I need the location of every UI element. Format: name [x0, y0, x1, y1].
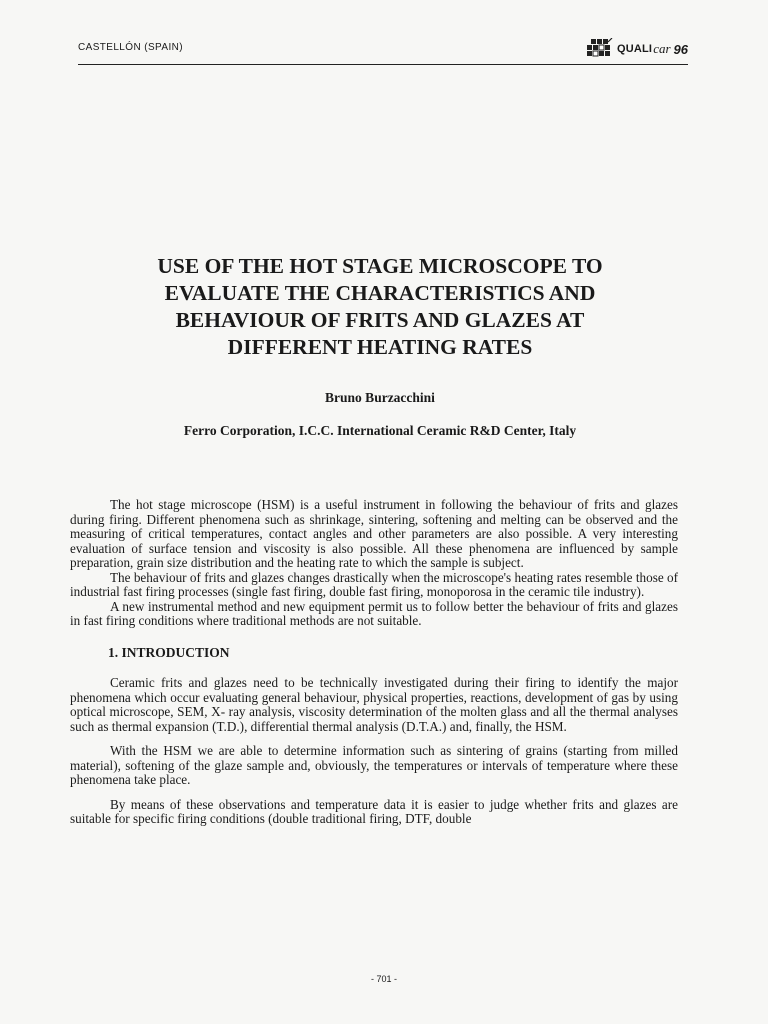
- paper-body: [70, 498, 678, 827]
- logo-year: 96: [673, 41, 688, 57]
- logo-script: car: [653, 41, 671, 56]
- title-line: BEHAVIOUR OF FRITS AND GLAZES AT: [175, 308, 585, 332]
- author-name: Bruno Burzacchini: [325, 390, 435, 405]
- logo-wordmark: QUALI: [616, 43, 653, 55]
- conference-location: CASTELLÓN (SPAIN): [78, 42, 183, 53]
- conference-logo: [585, 37, 688, 61]
- body-paragraph: With the HSM we are able to determine information such as sintering of grains (starting from milled material), softening of the glaze sample and, obviously, the temperatures or intervals of temperature where these phenomena take place.: [70, 743, 678, 787]
- title-line: USE OF THE HOT STAGE MICROSCOPE TO: [157, 254, 603, 278]
- qualicer-logo-mark-icon: [585, 38, 613, 60]
- abstract-paragraph: The behaviour of frits and glazes changes drastically when the microscope's heating rates resemble those of industrial fast firing processes (single fast firing, double fast firing, monoporosa in the ceramic tile industry).: [70, 569, 678, 599]
- paper-title: [100, 253, 660, 361]
- author-affiliation: Ferro Corporation, I.C.C. International Ceramic R&D Center, Italy: [183, 423, 577, 438]
- section-heading: 1. INTRODUCTION: [108, 644, 230, 660]
- body-paragraph: Ceramic frits and glazes need to be technically investigated during their firing to identify the major phenomena which occur evaluating general behaviour, physical properties, reactions, development of gas by using optical microscope, SEM, X- ray analysis, viscosity determination of the molten glass and all the thermal analyses such as thermal expansion (T.D.), differential thermal analysis (D.T.A.) and, finally, the HSM.: [70, 675, 678, 734]
- body-paragraph: By means of these observations and temperature data it is easier to judge whether frits and glazes are suitable for specific firing conditions (double traditional firing, DTF, double: [70, 796, 678, 826]
- title-line: EVALUATE THE CHARACTERISTICS AND: [164, 281, 596, 305]
- title-line: DIFFERENT HEATING RATES: [227, 335, 533, 359]
- running-header: [78, 36, 688, 65]
- abstract-paragraph: A new instrumental method and new equipment permit us to follow better the behaviour of frits and glazes in fast firing conditions where traditional methods are not suitable.: [70, 598, 678, 628]
- page-number: - 701 -: [370, 974, 397, 984]
- abstract-paragraph: The hot stage microscope (HSM) is a useful instrument in following the behaviour of frits and glazes during firing. Different phenomena such as shrinkage, sintering, softening and melting can be observed and the measuring of critical temperatures, contact angles and other parameters are also possible. A very interesting evaluation of surface tension and viscosity is also possible. All these phenomena are influenced by sample preparation, grain size distribution and the heating rate to which the sample is subject.: [70, 497, 678, 570]
